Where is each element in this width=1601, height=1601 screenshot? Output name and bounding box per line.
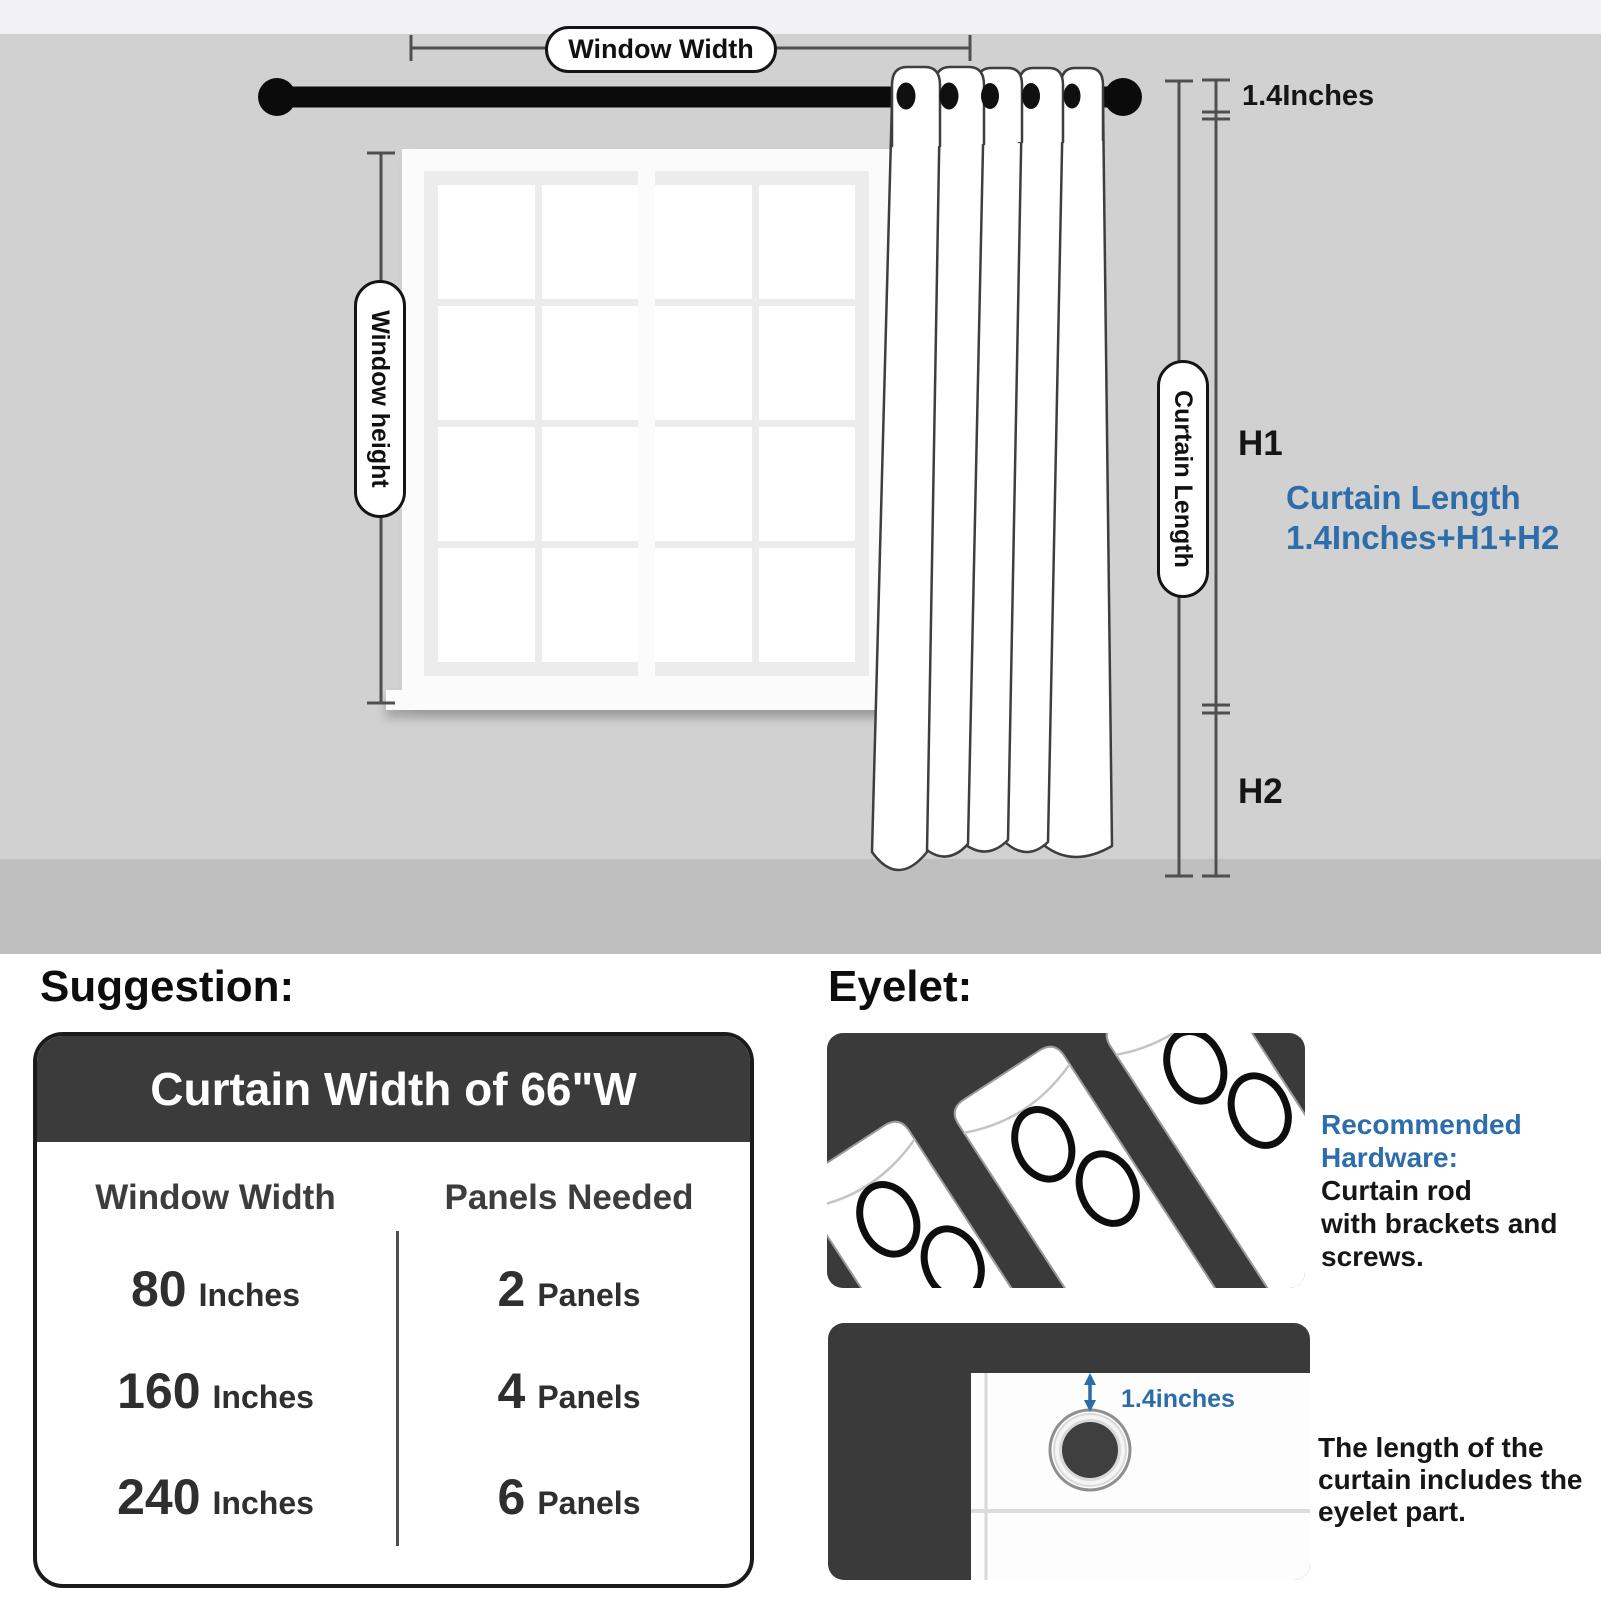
panels-value: 6	[497, 1469, 526, 1525]
hardware-note-blue-line: Recommended	[1321, 1109, 1522, 1140]
window-width-value: 80	[131, 1261, 187, 1317]
window-height-label: Window height	[366, 310, 395, 488]
hardware-note-blue-line: Hardware:	[1321, 1142, 1458, 1173]
grommet-measure-label: 1.4inches	[1121, 1385, 1235, 1413]
curtain-length-pill	[1157, 360, 1209, 598]
curtain-length-formula	[1286, 478, 1559, 558]
eyelet-folds-image	[827, 1033, 1305, 1288]
panels-unit: Panels	[537, 1277, 641, 1313]
formula-line-1: Curtain Length	[1286, 479, 1521, 516]
length-note	[1318, 1432, 1583, 1528]
h2-label: H2	[1238, 772, 1283, 811]
panels-value: 4	[497, 1363, 526, 1419]
rod-finial-left	[258, 78, 296, 116]
window-width-unit: Inches	[212, 1485, 314, 1521]
eyelet-heading: Eyelet:	[828, 962, 973, 1011]
rod-offset-label: 1.4Inches	[1242, 80, 1375, 112]
length-note-line: curtain includes the	[1318, 1464, 1583, 1495]
window-width-unit: Inches	[198, 1277, 300, 1313]
eyelet-grommet-image	[828, 1323, 1310, 1580]
curtain-length-label: Curtain Length	[1169, 390, 1198, 568]
suggestion-heading: Suggestion:	[40, 962, 295, 1011]
table-row	[394, 1462, 744, 1532]
table-row	[394, 1254, 744, 1324]
window-width-unit: Inches	[212, 1379, 314, 1415]
length-note-line: The length of the	[1318, 1432, 1544, 1463]
formula-line-2: 1.4Inches+H1+H2	[1286, 519, 1560, 556]
window-width-value: 160	[117, 1363, 201, 1419]
h1-label: H1	[1238, 424, 1283, 463]
length-note-line: eyelet part.	[1318, 1496, 1466, 1527]
curtain-panel	[872, 67, 1112, 870]
panels-unit: Panels	[537, 1379, 641, 1415]
eyelet-folds-drawing	[827, 1033, 1305, 1288]
metal-grommet	[1050, 1410, 1130, 1490]
panels-value: 2	[497, 1261, 526, 1317]
hardware-note	[1321, 1108, 1558, 1273]
column-header-panels-needed: Panels Needed	[444, 1178, 694, 1217]
suggestion-card-title: Curtain Width of 66"W	[37, 1036, 750, 1142]
suggestion-card	[33, 1032, 754, 1588]
window-width-pill	[545, 26, 777, 73]
curtain-tab	[892, 67, 940, 146]
window-width-value: 240	[117, 1469, 201, 1525]
table-row	[37, 1356, 394, 1426]
rod-finial-right	[1104, 78, 1142, 116]
panels-unit: Panels	[537, 1485, 641, 1521]
table-row	[37, 1254, 394, 1324]
table-row	[394, 1356, 744, 1426]
column-header-window-width: Window Width	[95, 1178, 336, 1217]
hardware-note-line: screws.	[1321, 1241, 1424, 1272]
window-height-pill	[354, 280, 406, 518]
hardware-note-line: Curtain rod	[1321, 1175, 1472, 1206]
hardware-note-line: with brackets and	[1321, 1208, 1558, 1239]
table-row	[37, 1462, 394, 1532]
grommet-drawing	[828, 1323, 1310, 1580]
window-width-label: Window Width	[568, 34, 754, 64]
